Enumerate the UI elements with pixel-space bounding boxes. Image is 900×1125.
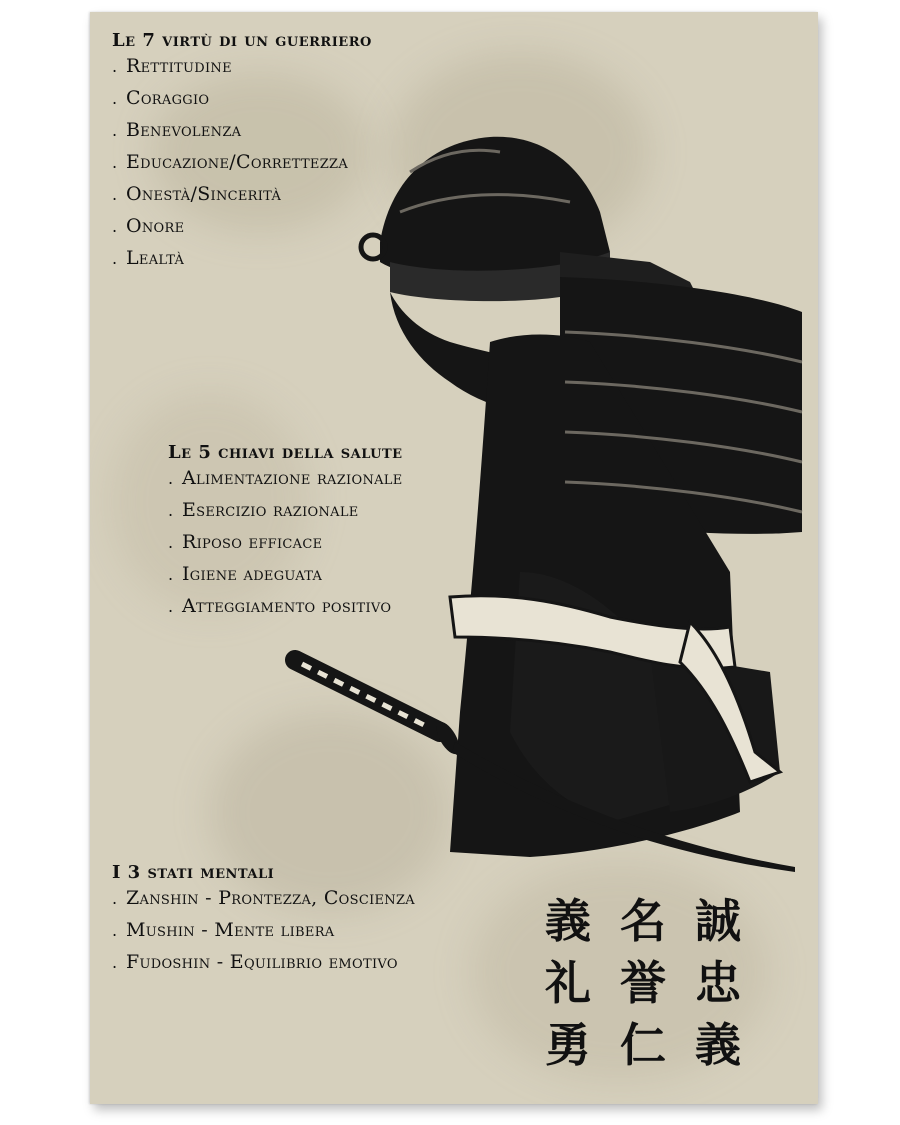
kanji-column-2 — [613, 890, 673, 1076]
health-section — [168, 442, 403, 627]
kanji-character: 誉 — [620, 956, 666, 1010]
kanji-character: 礼 — [545, 956, 591, 1010]
list-item: . Riposo efficace — [168, 531, 323, 553]
list-item: . Onestà/Sincerità — [112, 183, 282, 205]
health-heading: Le 5 chiavi della salute — [168, 442, 403, 463]
list-item: . Igiene adeguata — [168, 563, 323, 585]
virtues-heading: Le 7 virtù di un guerriero — [112, 30, 372, 51]
virtues-section — [112, 30, 372, 279]
kanji-character: 誠 — [695, 894, 741, 948]
kanji-character: 義 — [695, 1018, 741, 1072]
list-item: . Coraggio — [112, 87, 210, 109]
poster-canvas — [90, 12, 818, 1104]
list-item: . Educazione/Correttezza — [112, 151, 349, 173]
list-item: . Rettitudine — [112, 55, 232, 77]
list-item: . Lealtà — [112, 247, 185, 269]
kanji-column-3 — [538, 890, 598, 1076]
list-item: . Benevolenza — [112, 119, 242, 141]
list-item: . Fudoshin - Equilibrio emotivo — [112, 951, 398, 973]
list-item: . Alimentazione razionale — [168, 467, 403, 489]
list-item: . Mushin - Mente libera — [112, 919, 335, 941]
mental-section — [112, 862, 415, 983]
kanji-character: 仁 — [620, 1018, 666, 1072]
list-item: . Zanshin - Prontezza, Coscienza — [112, 887, 415, 909]
mental-heading: I 3 stati mentali — [112, 862, 275, 883]
list-item: . Esercizio razionale — [168, 499, 359, 521]
list-item: . Onore — [112, 215, 185, 237]
kanji-block — [538, 890, 768, 1100]
kanji-column-1 — [688, 890, 748, 1076]
kanji-character: 忠 — [695, 956, 741, 1010]
kanji-character: 名 — [620, 894, 666, 948]
kanji-character: 義 — [545, 894, 591, 948]
kanji-character: 勇 — [545, 1018, 591, 1072]
list-item: . Atteggiamento positivo — [168, 595, 392, 617]
